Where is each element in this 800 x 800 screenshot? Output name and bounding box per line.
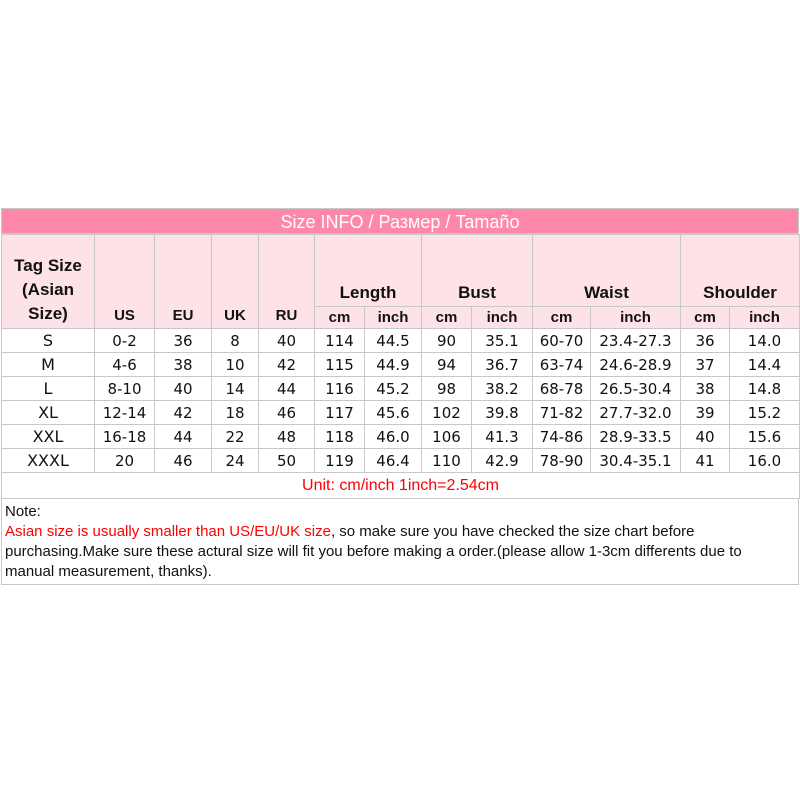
cell-shoulder-inch: 14.0	[730, 329, 800, 353]
header-us: US	[95, 235, 155, 329]
cell-shoulder-cm: 39	[681, 401, 730, 425]
cell-shoulder-cm: 40	[681, 425, 730, 449]
cell-ru: 40	[259, 329, 315, 353]
cell-eu: 38	[155, 353, 212, 377]
cell-us: 20	[95, 449, 155, 473]
cell-length-inch: 46.4	[365, 449, 422, 473]
header-waist-inch: inch	[591, 307, 681, 329]
cell-bust-inch: 36.7	[472, 353, 533, 377]
cell-waist-inch: 23.4-27.3	[591, 329, 681, 353]
cell-bust-cm: 90	[422, 329, 472, 353]
header-waist: Waist	[533, 235, 681, 307]
size-chart	[1, 208, 799, 585]
cell-us: 4-6	[95, 353, 155, 377]
cell-shoulder-inch: 14.4	[730, 353, 800, 377]
cell-length-cm: 115	[315, 353, 365, 377]
header-shoulder: Shoulder	[681, 235, 800, 307]
cell-ru: 50	[259, 449, 315, 473]
cell-ru: 46	[259, 401, 315, 425]
cell-ru: 48	[259, 425, 315, 449]
cell-waist-inch: 24.6-28.9	[591, 353, 681, 377]
cell-eu: 42	[155, 401, 212, 425]
note-label: Note:	[5, 503, 41, 520]
cell-us: 16-18	[95, 425, 155, 449]
size-table	[1, 234, 800, 499]
cell-length-inch: 44.9	[365, 353, 422, 377]
cell-bust-cm: 102	[422, 401, 472, 425]
cell-tag: M	[2, 353, 95, 377]
table-row	[2, 449, 800, 473]
cell-waist-inch: 28.9-33.5	[591, 425, 681, 449]
cell-length-inch: 44.5	[365, 329, 422, 353]
note-rest: , so make sure you have checked the size chart before purchasing.Make sure these actural size will fit you before making a order.(please allow 1-3cm differents due to manual measurement, thanks).	[5, 523, 742, 580]
header-shoulder-inch: inch	[730, 307, 800, 329]
cell-tag: S	[2, 329, 95, 353]
cell-bust-cm: 94	[422, 353, 472, 377]
table-row	[2, 377, 800, 401]
cell-shoulder-inch: 15.2	[730, 401, 800, 425]
cell-us: 8-10	[95, 377, 155, 401]
header-ru: RU	[259, 235, 315, 329]
cell-shoulder-cm: 41	[681, 449, 730, 473]
cell-shoulder-cm: 37	[681, 353, 730, 377]
table-row	[2, 353, 800, 377]
cell-length-inch: 46.0	[365, 425, 422, 449]
chart-title: Size INFO / Размер / Tamaño	[1, 208, 799, 234]
cell-waist-cm: 68-78	[533, 377, 591, 401]
header-length-inch: inch	[365, 307, 422, 329]
cell-bust-inch: 35.1	[472, 329, 533, 353]
table-row	[2, 425, 800, 449]
cell-waist-inch: 26.5-30.4	[591, 377, 681, 401]
table-row	[2, 329, 800, 353]
header-bust-cm: cm	[422, 307, 472, 329]
cell-bust-inch: 41.3	[472, 425, 533, 449]
cell-shoulder-cm: 36	[681, 329, 730, 353]
note-box	[1, 499, 799, 585]
unit-note: Unit: cm/inch 1inch=2.54cm	[2, 473, 800, 499]
cell-length-inch: 45.6	[365, 401, 422, 425]
cell-shoulder-inch: 16.0	[730, 449, 800, 473]
header-shoulder-cm: cm	[681, 307, 730, 329]
table-row	[2, 401, 800, 425]
cell-waist-inch: 27.7-32.0	[591, 401, 681, 425]
cell-length-cm: 119	[315, 449, 365, 473]
cell-uk: 18	[212, 401, 259, 425]
cell-bust-inch: 38.2	[472, 377, 533, 401]
cell-tag: XXL	[2, 425, 95, 449]
header-waist-cm: cm	[533, 307, 591, 329]
cell-length-inch: 45.2	[365, 377, 422, 401]
cell-eu: 44	[155, 425, 212, 449]
cell-bust-cm: 106	[422, 425, 472, 449]
cell-uk: 8	[212, 329, 259, 353]
cell-tag: XL	[2, 401, 95, 425]
header-bust: Bust	[422, 235, 533, 307]
cell-shoulder-inch: 14.8	[730, 377, 800, 401]
cell-waist-inch: 30.4-35.1	[591, 449, 681, 473]
cell-length-cm: 114	[315, 329, 365, 353]
cell-waist-cm: 60-70	[533, 329, 591, 353]
header-length-cm: cm	[315, 307, 365, 329]
header-length: Length	[315, 235, 422, 307]
cell-eu: 36	[155, 329, 212, 353]
cell-ru: 42	[259, 353, 315, 377]
cell-tag: XXXL	[2, 449, 95, 473]
cell-waist-cm: 71-82	[533, 401, 591, 425]
cell-bust-inch: 42.9	[472, 449, 533, 473]
cell-shoulder-inch: 15.6	[730, 425, 800, 449]
cell-uk: 10	[212, 353, 259, 377]
cell-eu: 40	[155, 377, 212, 401]
cell-waist-cm: 63-74	[533, 353, 591, 377]
header-eu: EU	[155, 235, 212, 329]
cell-us: 12-14	[95, 401, 155, 425]
cell-waist-cm: 74-86	[533, 425, 591, 449]
cell-waist-cm: 78-90	[533, 449, 591, 473]
cell-bust-inch: 39.8	[472, 401, 533, 425]
header-bust-inch: inch	[472, 307, 533, 329]
note-text	[5, 522, 795, 582]
note-highlight: Asian size is usually smaller than US/EU/UK size	[5, 523, 331, 540]
cell-eu: 46	[155, 449, 212, 473]
cell-bust-cm: 110	[422, 449, 472, 473]
cell-length-cm: 116	[315, 377, 365, 401]
cell-us: 0-2	[95, 329, 155, 353]
cell-length-cm: 117	[315, 401, 365, 425]
header-tag-size: Tag Size (Asian Size)	[2, 235, 95, 329]
cell-ru: 44	[259, 377, 315, 401]
cell-bust-cm: 98	[422, 377, 472, 401]
cell-uk: 22	[212, 425, 259, 449]
cell-tag: L	[2, 377, 95, 401]
cell-uk: 14	[212, 377, 259, 401]
cell-length-cm: 118	[315, 425, 365, 449]
header-uk: UK	[212, 235, 259, 329]
cell-uk: 24	[212, 449, 259, 473]
cell-shoulder-cm: 38	[681, 377, 730, 401]
